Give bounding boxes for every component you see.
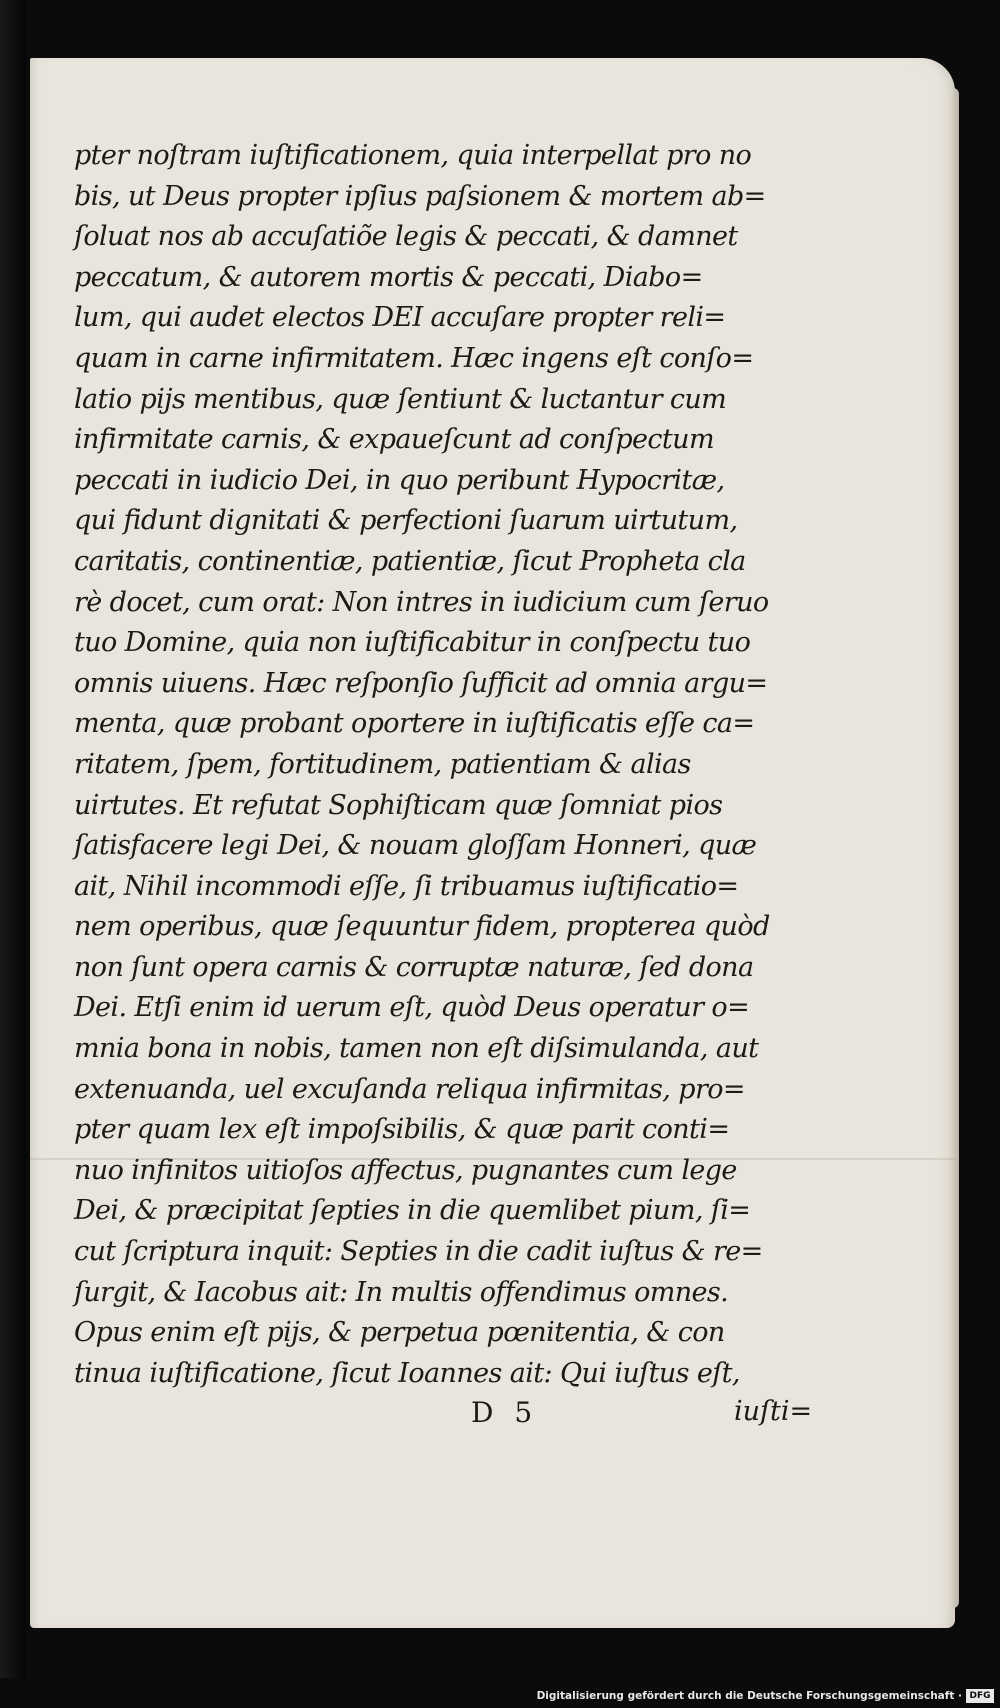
- text-line: lum, qui audet electos DEI accuſare propter reli=: [74, 302, 726, 334]
- text-line: caritatis, continentiæ, patientiæ, ſicut Propheta cla: [74, 545, 746, 577]
- signature-mark: D 5: [471, 1396, 539, 1429]
- book-page: [30, 58, 955, 1628]
- text-line: bis, ut Deus propter ipſius paſsionem & mortem ab=: [74, 180, 766, 212]
- text-line: ſatisfacere legi Dei, & nouam gloſſam Honneri, quæ: [74, 830, 757, 862]
- text-line: ſurgit, & Iacobus ait: In multis offendimus omnes.: [74, 1276, 729, 1308]
- scan-background: [0, 0, 26, 1708]
- funding-credit: Digitalisierung gefördert durch die Deutsche Forschungsgemeinschaft ·: [536, 1690, 962, 1702]
- text-line: mnia bona in nobis, tamen non eſt diſsimulanda, aut: [74, 1033, 759, 1065]
- text-line: uirtutes. Et refutat Sophiſticam quæ ſomniat pios: [74, 789, 723, 821]
- text-line: tinua iuſtificatione, ſicut Ioannes ait: Qui iuſtus eſt,: [74, 1357, 740, 1389]
- text-line: non ſunt opera carnis & corruptæ naturæ, ſed dona: [74, 951, 754, 983]
- body-text: [74, 136, 794, 1394]
- text-line: ait, Nihil incommodi eſſe, ſi tribuamus iuſtificatio=: [74, 870, 739, 902]
- text-line: Opus enim eſt pijs, & perpetua pœnitentia, & con: [74, 1317, 725, 1349]
- page-edge: [951, 88, 959, 1608]
- text-line: rè docet, cum orat: Non intres in iudicium cum ſeruo: [74, 586, 769, 618]
- text-line: menta, quæ probant oportere in iuſtificatis eſſe ca=: [74, 708, 755, 740]
- text-line: pter quam lex eſt impoſsibilis, & quæ parit conti=: [74, 1114, 730, 1146]
- text-line: nuo infinitos uitioſos affectus, pugnantes cum lege: [74, 1154, 737, 1186]
- text-line: ritatem, ſpem, fortitudinem, patientiam & alias: [74, 748, 691, 780]
- text-line: Dei, & præcipitat ſepties in die quemlibet pium, ſi=: [74, 1195, 751, 1227]
- text-line: infirmitate carnis, & expaueſcunt ad conſpectum: [74, 424, 714, 456]
- text-line: tuo Domine, quia non iuſtificabitur in conſpectu tuo: [74, 627, 751, 659]
- text-line: nem operibus, quæ ſequuntur fidem, propterea quòd: [74, 911, 770, 943]
- text-line: peccatum, & autorem mortis & peccati, Diabo=: [74, 261, 703, 293]
- text-line: Dei. Etſi enim id uerum eſt, quòd Deus operatur o=: [74, 992, 750, 1024]
- text-line: pter noſtram iuſtificationem, quia interpellat pro no: [74, 140, 752, 171]
- dfg-logo: DFG: [966, 1689, 994, 1703]
- page-footer: [74, 1396, 813, 1440]
- text-line: peccati in iudicio Dei, in quo peribunt Hypocritæ,: [74, 464, 725, 496]
- text-line: cut ſcriptura inquit: Septies in die cadit iuſtus & re=: [74, 1236, 763, 1268]
- credit-bar: [0, 1678, 1000, 1708]
- catchword: iuſti=: [734, 1396, 813, 1427]
- text-line: quam in carne infirmitatem. Hæc ingens eſt conſo=: [74, 342, 754, 374]
- text-line: extenuanda, uel excuſanda reliqua infirmitas, pro=: [74, 1073, 745, 1105]
- text-line: ſoluat nos ab accuſatiõe legis & peccati, & damnet: [74, 221, 738, 253]
- text-line: latio pijs mentibus, quæ ſentiunt & luctantur cum: [74, 383, 727, 415]
- text-line: qui fidunt dignitati & perfectioni ſuarum uirtutum,: [74, 505, 738, 537]
- text-line: omnis uiuens. Hæc reſponſio ſufficit ad omnia argu=: [74, 667, 768, 699]
